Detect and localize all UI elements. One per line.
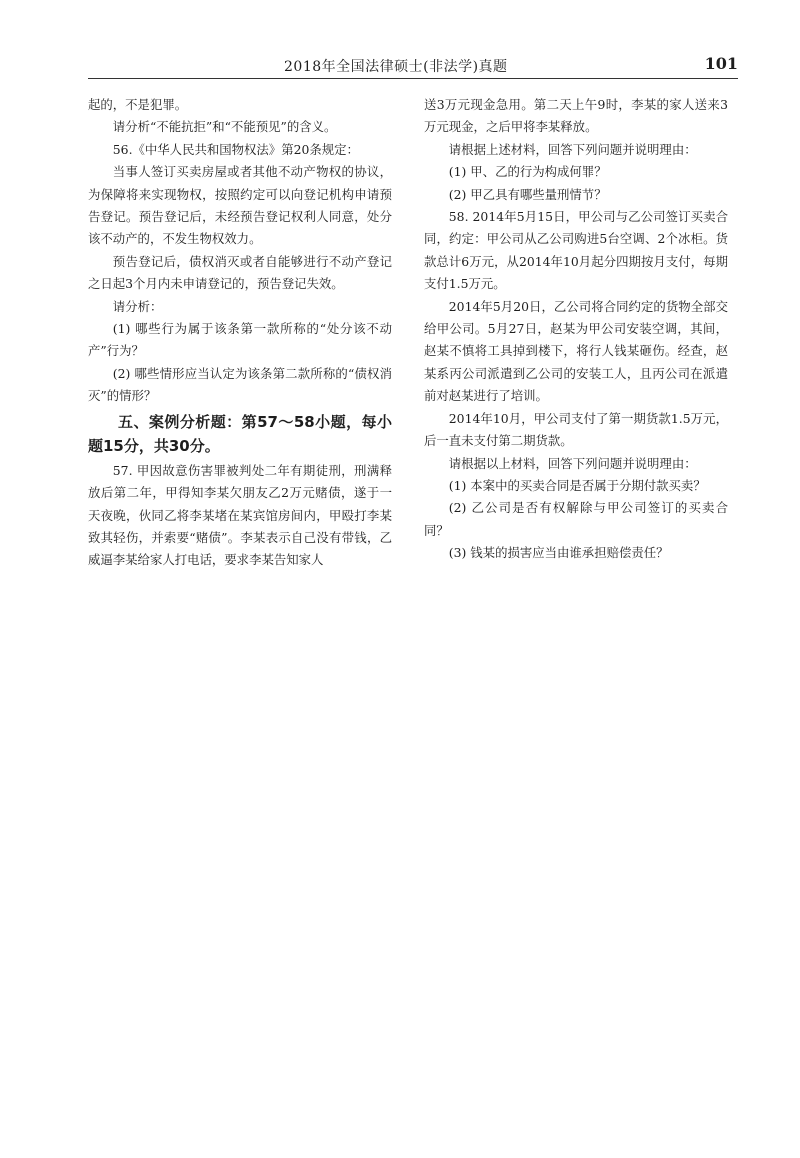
left-column bbox=[88, 94, 392, 572]
header-rule bbox=[88, 78, 738, 79]
left-column-paragraph: 起的，不是犯罪。 bbox=[88, 97, 188, 112]
right-column-paragraph: 请根据以上材料，回答下列问题并说明理由： bbox=[448, 455, 697, 471]
header-title: 2018年全国法律硕士(非法学)真题 bbox=[284, 59, 508, 75]
right-column-paragraph: 送3万元现金急用。第二天上午9时，李某的家人送来3万元现金，之后甲将李某释放。 bbox=[424, 97, 728, 135]
right-column-paragraph: (1) 甲、乙的行为构成何罪？ bbox=[448, 164, 607, 180]
right-column-paragraph: (3) 钱某的损害应当由谁承担赔偿责任？ bbox=[448, 545, 669, 561]
running-header bbox=[88, 52, 738, 82]
left-column-paragraph: 请分析： bbox=[112, 298, 163, 314]
right-column-paragraph: 请根据上述材料，回答下列问题并说明理由： bbox=[448, 141, 697, 157]
page-number: 101 bbox=[704, 54, 738, 73]
right-column-paragraph: (2) 甲乙具有哪些量刑情节？ bbox=[448, 186, 607, 202]
left-column-paragraph: 预告登记后，债权消灭或者自能够进行不动产登记之日起3个月内未申请登记的，预告登记失效。 bbox=[88, 253, 392, 292]
section-heading: 五、案例分析题：第57～58小题，每小题15分，共30分。 bbox=[88, 412, 392, 455]
right-column bbox=[424, 94, 728, 565]
right-column-paragraph: 2014年10月，甲公司支付了第一期货款1.5万元，后一直未支付第二期货款。 bbox=[424, 410, 728, 449]
left-column-paragraph: 56.《中华人民共和国物权法》第20条规定： bbox=[112, 141, 359, 157]
right-column-paragraph: 2014年5月20日，乙公司将合同约定的货物全部交给甲公司。5月27日，赵某为甲公司安装空调，其间，赵某不慎将工具掉到楼下，将行人钱某砸伤。经查，赵某系丙公司派遣到乙公司的安装工人，且丙公司在派遣前对赵某进行了培训。 bbox=[424, 298, 728, 404]
right-column-paragraph: (1) 本案中的买卖合同是否属于分期付款买卖？ bbox=[448, 477, 706, 493]
left-column-paragraph: (2) 哪些情形应当认定为该条第二款所称的“债权消灭”的情形？ bbox=[88, 365, 392, 404]
right-column-paragraph: 58. 2014年5月15日，甲公司与乙公司签订买卖合同，约定：甲公司从乙公司购进5台空调、2个冰柜。货款总计6万元，从2014年10月起分四期按月支付，每期支付1.5万元。 bbox=[424, 209, 728, 292]
left-column-paragraph: (1) 哪些行为属于该条第一款所称的“处分该不动产”行为？ bbox=[88, 321, 392, 359]
left-column-paragraph: 请分析“不能抗拒”和“不能预见”的含义。 bbox=[112, 119, 337, 135]
left-column-paragraph: 57. 甲因故意伤害罪被判处二年有期徒刑，刑满释放后第二年，甲得知李某欠朋友乙2万元赌债，遂于一天夜晚，伙同乙将李某堵在某宾馆房间内，甲殴打李某致其轻伤，并索要“赌债”。李某表示自己没有带钱，乙威逼李某给家人打电话，要求李某告知家人 bbox=[88, 462, 392, 568]
left-column-paragraph: 当事人签订买卖房屋或者其他不动产物权的协议，为保障将来实现物权，按照约定可以向登记机构申请预告登记。预告登记后，未经预告登记权利人同意，处分该不动产的，不发生物权效力。 bbox=[88, 164, 392, 247]
right-column-paragraph: (2) 乙公司是否有权解除与甲公司签订的买卖合同？ bbox=[424, 500, 728, 538]
